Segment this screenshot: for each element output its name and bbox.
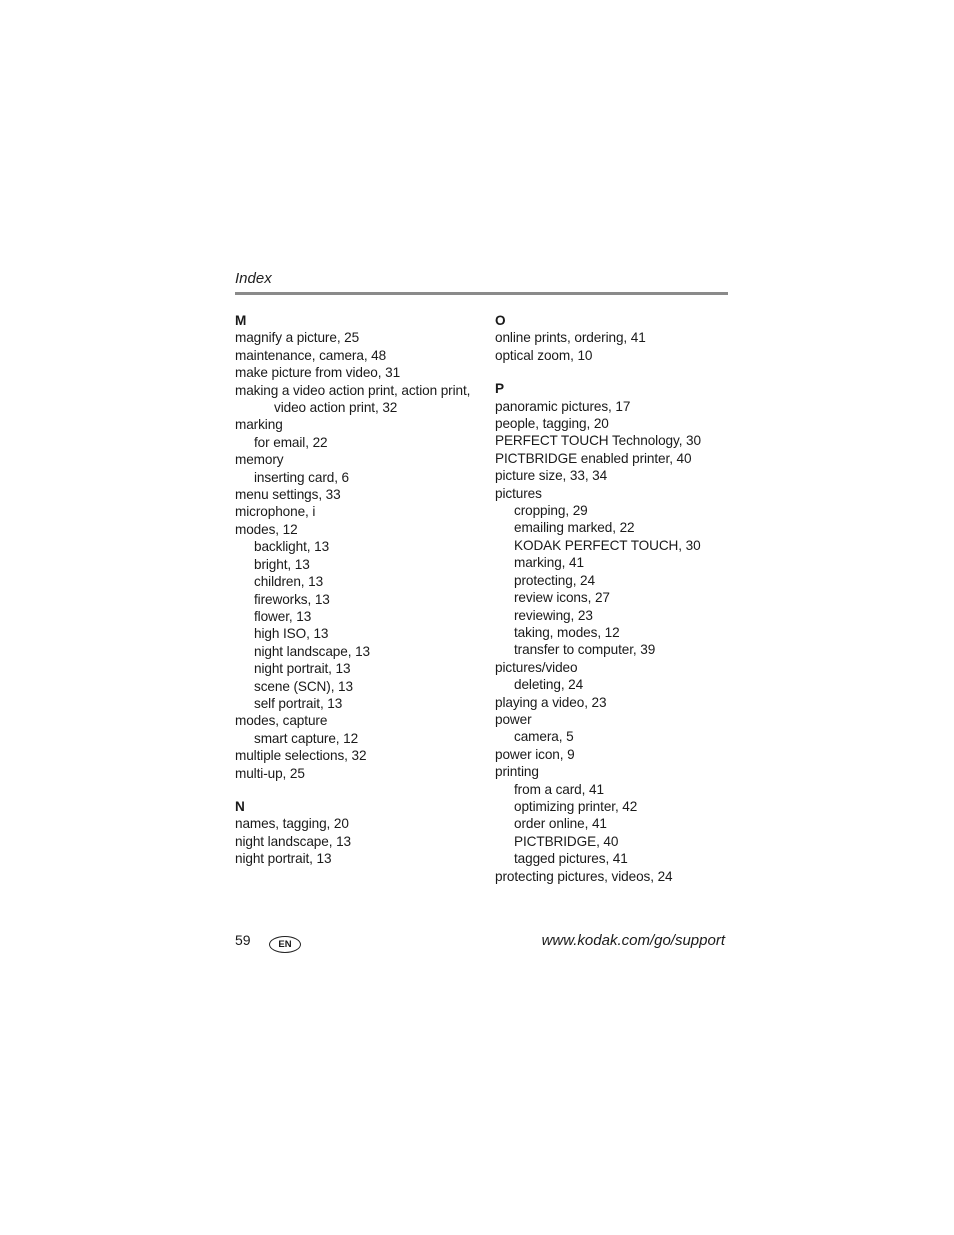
index-entry: online prints, ordering, 41 — [495, 330, 646, 346]
index-entry: modes, 12 — [235, 521, 298, 537]
index-entry: PERFECT TOUCH Technology, 30 — [495, 433, 701, 449]
index-entry: video action print, 32 — [274, 400, 398, 416]
index-subentry: PICTBRIDGE, 40 — [514, 833, 619, 849]
index-subentry: order online, 41 — [514, 816, 607, 832]
index-subentry: smart capture, 12 — [254, 730, 359, 746]
index-entry: multi-up, 25 — [235, 765, 305, 781]
index-subentry: taking, modes, 12 — [514, 624, 620, 640]
index-subentry: inserting card, 6 — [254, 469, 350, 485]
index-subentry: night portrait, 13 — [254, 661, 351, 677]
index-entry: multiple selections, 32 — [235, 748, 367, 764]
index-subentry: transfer to computer, 39 — [514, 642, 656, 658]
index-subentry: protecting, 24 — [514, 572, 595, 588]
index-entry: protecting pictures, videos, 24 — [495, 868, 673, 884]
index-entry: memory — [235, 452, 284, 468]
index-entry: picture size, 33, 34 — [495, 468, 608, 484]
section-gap — [235, 782, 485, 798]
running-header: Index — [235, 270, 272, 287]
index-entry: magnify a picture, 25 — [235, 330, 360, 346]
index-entry: panoramic pictures, 17 — [495, 398, 631, 414]
index-entry: make picture from video, 31 — [235, 365, 401, 381]
index-entry: playing a video, 23 — [495, 694, 607, 710]
index-subentry: children, 13 — [254, 574, 324, 590]
index-column-left — [235, 312, 485, 868]
index-subentry: night landscape, 13 — [254, 643, 371, 659]
index-entry: optical zoom, 10 — [495, 347, 593, 363]
index-subentry: marking, 41 — [514, 555, 584, 571]
index-column-right — [495, 312, 745, 885]
page-number: 59 — [235, 932, 251, 948]
support-url: www.kodak.com/go/support — [541, 932, 725, 949]
index-entry: names, tagging, 20 — [235, 816, 349, 832]
index-entry: making a video action print, action print, — [235, 382, 471, 398]
index-entry: microphone, i — [235, 504, 316, 520]
index-letter-heading: N — [235, 798, 245, 814]
index-entry: PICTBRIDGE enabled printer, 40 — [495, 450, 692, 466]
index-entry: power icon, 9 — [495, 746, 575, 762]
index-subentry: cropping, 29 — [514, 503, 588, 519]
index-entry: people, tagging, 20 — [495, 416, 609, 432]
index-entry: night landscape, 13 — [235, 833, 352, 849]
index-entry: pictures — [495, 485, 542, 501]
index-subentry: flower, 13 — [254, 608, 312, 624]
index-subentry: high ISO, 13 — [254, 626, 329, 642]
index-entry: power — [495, 711, 532, 727]
index-subentry: scene (SCN), 13 — [254, 678, 353, 694]
index-entry: night portrait, 13 — [235, 851, 332, 867]
index-subentry: from a card, 41 — [514, 781, 604, 797]
index-entry: printing — [495, 764, 539, 780]
index-subentry: review icons, 27 — [514, 590, 610, 606]
index-subentry: tagged pictures, 41 — [514, 851, 628, 867]
index-subentry: camera, 5 — [514, 729, 574, 745]
index-entry: maintenance, camera, 48 — [235, 347, 387, 363]
index-subentry: KODAK PERFECT TOUCH, 30 — [514, 537, 701, 553]
index-entry: menu settings, 33 — [235, 487, 341, 503]
index-subentry: deleting, 24 — [514, 677, 584, 693]
language-badge: EN — [269, 936, 301, 953]
index-subentry: emailing marked, 22 — [514, 520, 635, 536]
index-subentry: reviewing, 23 — [514, 607, 593, 623]
index-letter-heading: P — [495, 381, 504, 397]
index-entry: pictures/video — [495, 659, 578, 675]
index-subentry: for email, 22 — [254, 434, 328, 450]
index-subentry: backlight, 13 — [254, 539, 330, 555]
index-subentry: self portrait, 13 — [254, 695, 343, 711]
index-subentry: bright, 13 — [254, 556, 310, 572]
index-subentry: fireworks, 13 — [254, 591, 330, 607]
index-letter-heading: M — [235, 313, 247, 328]
index-entry: modes, capture — [235, 713, 328, 729]
section-gap — [495, 364, 745, 380]
index-entry: marking — [235, 417, 283, 433]
header-rule — [235, 292, 728, 295]
index-letter-heading: O — [495, 313, 506, 328]
index-subentry: optimizing printer, 42 — [514, 798, 638, 814]
